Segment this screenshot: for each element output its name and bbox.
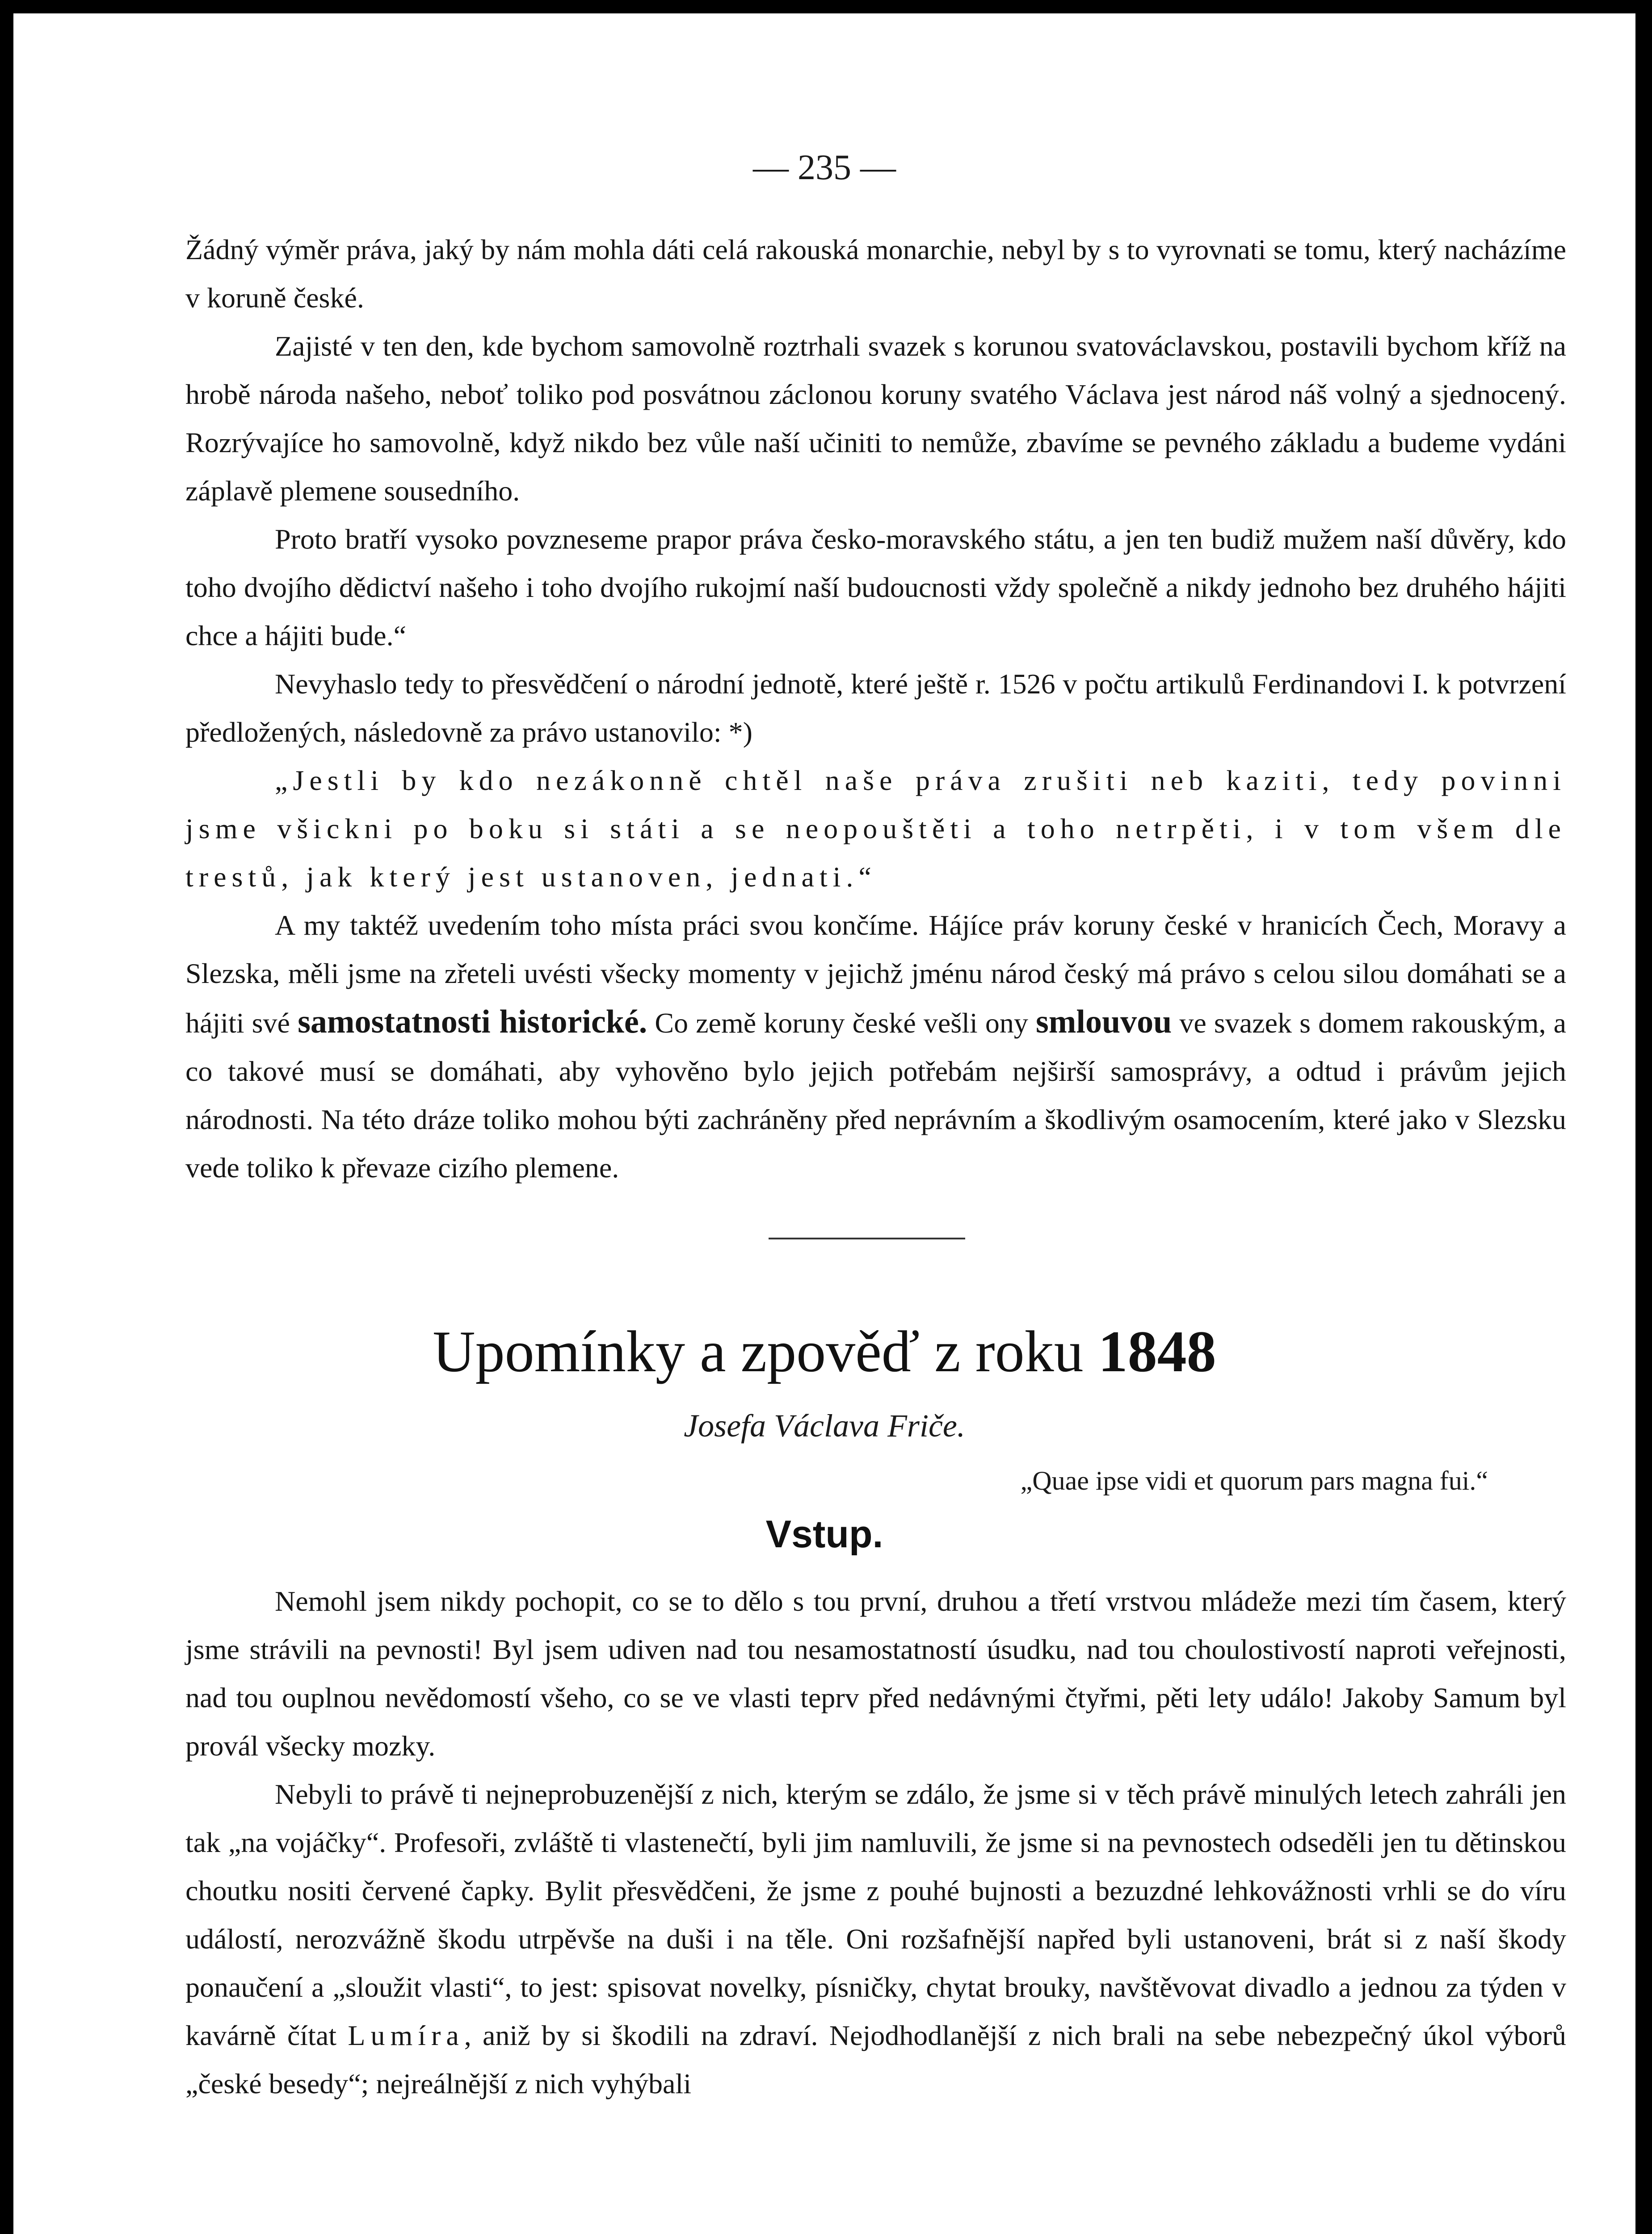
- paragraph: [185, 1770, 1566, 2108]
- paragraph: Nevyhaslo tedy to přesvědčení o národní jednotě, které ještě r. 1526 v počtu artikulů Ferdinandovi I. k potvrzení předložených, následovně za právo ustanovilo: *): [185, 668, 1566, 748]
- chapter-title: [13, 1318, 1635, 1385]
- motto: „Quae ipse vidi et quorum pars magna fui.“: [1020, 1466, 1488, 1495]
- page: [13, 13, 1635, 2234]
- section-heading: Vstup.: [765, 1513, 883, 1556]
- spaced-title: Lumíra: [348, 2020, 464, 2051]
- emphasis-text: samostatnosti historické.: [298, 1004, 647, 1040]
- text-run: , aniž by si škodili na zdraví. Nejodhodlanější z nich brali na sebe nebezpečný úkol výborů „české besedy“; nejreálnější z nich vyhýbali: [185, 2020, 1567, 2100]
- section-divider: [769, 1238, 965, 1239]
- emphasis-text: smlouvou: [1035, 1004, 1172, 1040]
- upper-text: [185, 226, 1566, 1192]
- title-year: 1848: [1098, 1319, 1216, 1384]
- paragraph: Nemohl jsem nikdy pochopit, co se to dělo s tou první, druhou a třetí vrstvou mládeže mezi tím časem, který jsme strávili na pevnosti! Byl jsem udiven nad tou nesamostatností úsudku, nad tou choulostivostí naproti veřejnosti, nad tou ouplnou nevědomostí všeho, co se ve vlasti teprv před nedávnými čtyřmi, pěti lety událo! Jakoby Samum byl provál všecky mozky.: [185, 1585, 1566, 1762]
- text-run: Co země koruny české vešli ony: [655, 1007, 1028, 1039]
- text-run: ve svazek s domem rakouským, a co takové musí se domáhati, aby vyhověno bylo jejich potřebám nejširší samosprávy, a odtud i právům jejich národnosti. Na této dráze toliko mohou býti zachráněny před neprávním a škodlivým osamocením, které jako v Slezsku vede toliko k převaze cizího plemene.: [185, 1007, 1567, 1184]
- page-number: — 235 —: [753, 148, 896, 187]
- paragraph: Žádný výměr práva, jaký by nám mohla dáti celá rakouská monarchie, nebyl by s to vyrovnati se tomu, který nacházíme v koruně české.: [185, 234, 1566, 314]
- paragraph: Zajisté v ten den, kde bychom samovolně roztrhali svazek s korunou svatováclavskou, postavili bychom kříž na hrobě národa našeho, neboť toliko pod posvátnou záclonou koruny svatého Václava jest národ náš volný a sjednocený. Rozrývajíce ho samovolně, když nikdo bez vůle naší učiniti to nemůže, zbavíme se pevného základu a budeme vydáni záplavě plemene sousedního.: [185, 330, 1566, 507]
- paragraph: [185, 901, 1566, 1192]
- title-text: Upomínky a zpověď z roku: [433, 1319, 1084, 1384]
- lower-text: [185, 1577, 1566, 2108]
- text-run: A my taktéž uvedením toho místa práci svou končíme. Hájíce práv koruny české v hranicích Čech, Moravy a Slezska, měli jsme na zřeteli uvésti všecky momenty v jejichž jménu národ český má právo s celou silou domáhati se a hájiti své: [185, 909, 1566, 1039]
- author-line: Josefa Václava Friče.: [684, 1408, 965, 1444]
- text-run: Nebyli to právě ti nejneprobuzenější z nich, kterým se zdálo, že jsme si v těch právě minulých letech zahráli jen tak „na vojáčky“. Profesoři, zvláště ti vlastenečtí, byli jim namluvili, že jsme si na pevnostech odseděli jen tu dětinskou choutku nositi červené čapky. Bylit přesvědčeni, že jsme z pouhé bujnosti a bezuzdné lehkovážnosti vrhli se do víru událostí, nerozvážně škodu utrpěvše na duši i na těle. Oni rozšafnější napřed byli ustanoveni, brát si z naší škody ponaučení a „sloužit vlasti“, to jest: spisovat novelky, písničky, chytat brouky, navštěvovat divadlo a jednou za týden v kavárně čítat: [185, 1778, 1566, 2051]
- paragraph: Proto bratří vysoko povzneseme prapor práva česko-moravského státu, a jen ten budiž mužem naší důvěry, kdo toho dvojího dědictví našeho i toho dvojího rukojmí naší budoucnosti vždy společně a nikdy jednoho bez druhého hájiti chce a hájiti bude.“: [185, 523, 1566, 651]
- quoted-article: „Jestli by kdo nezákonně chtěl naše práva zrušiti neb kaziti, tedy povinni jsme všickni po boku si státi a se neopouštěti a toho netrpěti, i v tom všem dle trestů, jak který jest ustanoven, jednati.“: [185, 764, 1566, 893]
